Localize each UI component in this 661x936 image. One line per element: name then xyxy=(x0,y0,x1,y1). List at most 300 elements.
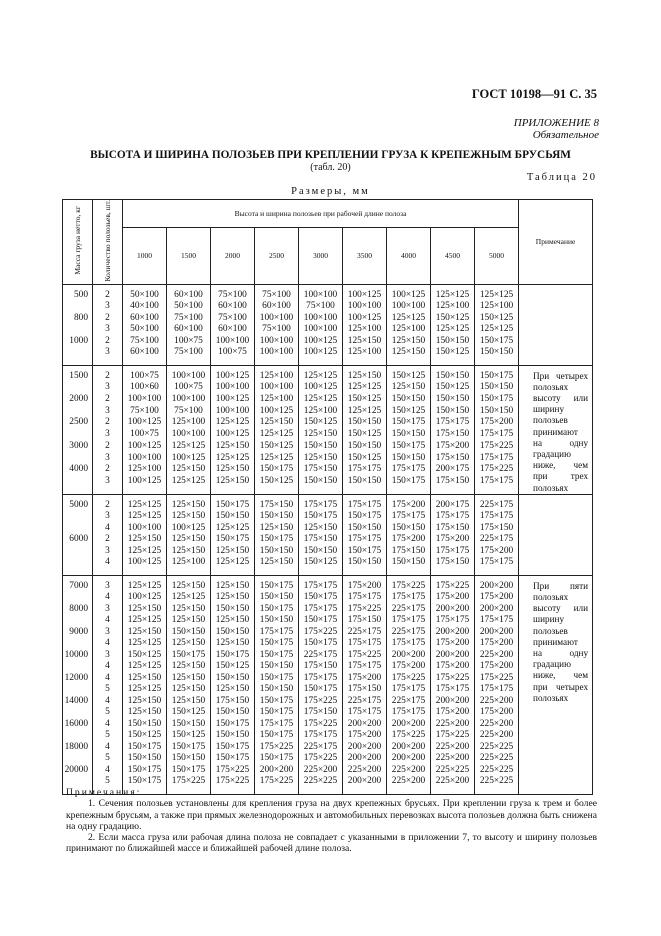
cell-dimension: 175×150 xyxy=(431,453,475,465)
cell-mass: 3000 xyxy=(63,441,93,453)
notes-title: Примечания: xyxy=(66,787,142,798)
cell-dimension: 175×150 xyxy=(431,429,475,441)
cell-dimension: 150×175 xyxy=(167,742,211,754)
cell-dimension: 200×200 xyxy=(431,627,475,639)
cell-dimension: 200×200 xyxy=(387,650,431,662)
cell-dimension: 175×175 xyxy=(343,638,387,650)
cell-dimension: 150×150 xyxy=(431,365,475,382)
cell-dimension: 225×200 xyxy=(431,742,475,754)
table-row xyxy=(63,604,593,616)
cell-dimension: 100×125 xyxy=(343,313,387,325)
cell-dimension: 200×200 xyxy=(431,650,475,662)
cell-dimension: 150×125 xyxy=(255,441,299,453)
cell-dimension: 150×150 xyxy=(343,557,387,575)
cell-dimension: 125×150 xyxy=(167,494,211,511)
cell-dimension: 150×175 xyxy=(475,394,519,406)
cell-dimension: 100×100 xyxy=(167,394,211,406)
cell-dimension: 150×150 xyxy=(255,661,299,673)
table-row xyxy=(63,429,593,441)
header-mass-text: Масса груза нетто, кг xyxy=(72,206,82,276)
cell-dimension: 175×175 xyxy=(343,661,387,673)
table-row xyxy=(63,313,593,325)
cell-dimension: 175×225 xyxy=(475,673,519,685)
cell-dimension: 150×175 xyxy=(387,476,431,494)
cell-dimension: 125×150 xyxy=(387,347,431,365)
cell-dimension: 100×75 xyxy=(123,429,167,441)
cell-dimension: 150×175 xyxy=(211,742,255,754)
cell-dimension: 100×100 xyxy=(255,347,299,365)
cell-mass: 2000 xyxy=(63,394,93,406)
cell-dimension: 175×150 xyxy=(387,546,431,558)
cell-dimension: 175×150 xyxy=(255,494,299,511)
cell-count: 3 xyxy=(93,476,123,494)
cell-dimension: 100×75 xyxy=(167,336,211,348)
cell-dimension: 150×150 xyxy=(167,627,211,639)
cell-dimension: 175×150 xyxy=(343,684,387,696)
cell-dimension: 150×150 xyxy=(211,604,255,616)
cell-dimension: 125×150 xyxy=(255,557,299,575)
cell-count: 4 xyxy=(93,765,123,777)
table-row xyxy=(63,661,593,673)
cell-dimension: 175×200 xyxy=(343,673,387,685)
cell-count: 4 xyxy=(93,557,123,575)
cell-dimension: 200×200 xyxy=(475,604,519,616)
cell-dimension: 150×175 xyxy=(387,417,431,429)
cell-dimension: 175×200 xyxy=(387,661,431,673)
table-row xyxy=(63,696,593,708)
cell-dimension: 175×200 xyxy=(475,707,519,719)
cell-dimension: 125×125 xyxy=(211,417,255,429)
cell-count: 2 xyxy=(93,464,123,476)
cell-count: 3 xyxy=(93,575,123,592)
cell-mass: 12000 xyxy=(63,673,93,685)
cell-dimension: 75×100 xyxy=(167,406,211,418)
cell-dimension: 125×150 xyxy=(123,673,167,685)
cell-dimension: 225×225 xyxy=(475,765,519,777)
cell-dimension: 100×60 xyxy=(123,382,167,394)
cell-dimension: 125×150 xyxy=(211,638,255,650)
cell-dimension: 100×125 xyxy=(167,523,211,535)
table-reference: (табл. 20) xyxy=(310,162,351,173)
cell-dimension: 225×200 xyxy=(387,776,431,794)
table-row xyxy=(63,494,593,511)
cell-dimension: 225×175 xyxy=(343,627,387,639)
cell-count: 3 xyxy=(93,650,123,662)
cell-dimension: 60×100 xyxy=(123,347,167,365)
cell-dimension: 175×175 xyxy=(299,730,343,742)
cell-dimension: 150×175 xyxy=(211,719,255,731)
cell-dimension: 175×225 xyxy=(475,441,519,453)
cell-mass: 9000 xyxy=(63,627,93,639)
cell-dimension: 75×100 xyxy=(211,284,255,301)
cell-dimension: 150×150 xyxy=(431,406,475,418)
table-row xyxy=(63,719,593,731)
appendix-number: ПРИЛОЖЕНИЕ 8 xyxy=(513,117,599,129)
cell-dimension: 125×150 xyxy=(123,604,167,616)
cell-dimension: 150×175 xyxy=(255,464,299,476)
cell-dimension: 200×200 xyxy=(431,696,475,708)
header-length-2500: 2500 xyxy=(255,227,299,284)
cell-dimension: 100×125 xyxy=(211,429,255,441)
cell-mass xyxy=(63,382,93,394)
cell-dimension: 200×200 xyxy=(387,719,431,731)
cell-dimension: 150×125 xyxy=(387,365,431,382)
cell-dimension: 175×200 xyxy=(431,534,475,546)
cell-dimension: 100×100 xyxy=(343,301,387,313)
cell-dimension: 150×125 xyxy=(123,730,167,742)
cell-dimension: 125×150 xyxy=(387,336,431,348)
cell-dimension: 175×225 xyxy=(255,742,299,754)
cell-dimension: 175×225 xyxy=(387,730,431,742)
cell-dimension: 125×150 xyxy=(167,684,211,696)
cell-dimension: 150×175 xyxy=(255,753,299,765)
cell-dimension: 100×100 xyxy=(255,382,299,394)
cell-dimension: 175×175 xyxy=(387,592,431,604)
cell-dimension: 150×175 xyxy=(255,604,299,616)
cell-dimension: 200×200 xyxy=(431,604,475,616)
cell-dimension: 125×100 xyxy=(343,347,387,365)
cell-dimension: 150×150 xyxy=(343,441,387,453)
cell-count: 2 xyxy=(93,365,123,382)
header-mass xyxy=(63,200,93,285)
cell-dimension: 150×175 xyxy=(255,638,299,650)
cell-dimension: 125×125 xyxy=(123,615,167,627)
table-row xyxy=(63,650,593,662)
cell-dimension: 75×100 xyxy=(255,284,299,301)
cell-dimension: 125×125 xyxy=(123,546,167,558)
cell-dimension: 150×150 xyxy=(255,684,299,696)
cell-dimension: 150×150 xyxy=(167,719,211,731)
cell-dimension: 100×125 xyxy=(211,394,255,406)
cell-dimension: 150×150 xyxy=(387,557,431,575)
cell-dimension: 125×100 xyxy=(255,365,299,382)
cell-dimension: 200×200 xyxy=(343,742,387,754)
table-row xyxy=(63,575,593,592)
cell-dimension: 150×175 xyxy=(343,511,387,523)
cell-mass xyxy=(63,324,93,336)
cell-dimension: 150×175 xyxy=(211,494,255,511)
cell-dimension: 100×125 xyxy=(255,406,299,418)
cell-dimension: 50×100 xyxy=(123,284,167,301)
cell-dimension: 175×175 xyxy=(475,511,519,523)
cell-dimension: 150×175 xyxy=(255,696,299,708)
cell-dimension: 175×175 xyxy=(431,615,475,627)
cell-mass: 20000 xyxy=(63,765,93,777)
cell-dimension: 100×100 xyxy=(299,324,343,336)
cell-dimension: 225×200 xyxy=(475,730,519,742)
cell-dimension: 150×175 xyxy=(255,730,299,742)
cell-mass: 500 xyxy=(63,284,93,301)
header-length-4000: 4000 xyxy=(387,227,431,284)
cell-dimension: 125×125 xyxy=(343,406,387,418)
header-length-4500: 4500 xyxy=(431,227,475,284)
cell-dimension: 100×100 xyxy=(123,523,167,535)
cell-dimension: 175×150 xyxy=(475,523,519,535)
cell-dimension: 175×200 xyxy=(431,592,475,604)
mandatory-label: Обязательное xyxy=(532,129,599,141)
table-label: Таблица 20 xyxy=(526,172,597,183)
cell-dimension: 150×150 xyxy=(299,476,343,494)
cell-note xyxy=(519,284,593,365)
table-row xyxy=(63,742,593,754)
cell-dimension: 125×150 xyxy=(255,523,299,535)
header-count xyxy=(93,200,123,285)
cell-dimension: 125×150 xyxy=(167,604,211,616)
cell-count: 2 xyxy=(93,494,123,511)
cell-dimension: 125×100 xyxy=(123,464,167,476)
table-row xyxy=(63,546,593,558)
cell-dimension: 175×150 xyxy=(299,707,343,719)
cell-dimension: 150×175 xyxy=(211,534,255,546)
cell-dimension: 40×100 xyxy=(123,301,167,313)
cell-dimension: 100×75 xyxy=(123,365,167,382)
cell-dimension: 200×200 xyxy=(475,575,519,592)
cell-dimension: 150×150 xyxy=(343,417,387,429)
cell-dimension: 150×150 xyxy=(255,546,299,558)
cell-dimension: 200×200 xyxy=(343,719,387,731)
cell-dimension: 100×125 xyxy=(299,382,343,394)
cell-dimension: 175×225 xyxy=(431,575,475,592)
cell-dimension: 150×125 xyxy=(299,557,343,575)
cell-dimension: 100×125 xyxy=(299,336,343,348)
cell-dimension: 125×150 xyxy=(167,661,211,673)
cell-mass xyxy=(63,429,93,441)
cell-dimension: 75×100 xyxy=(123,406,167,418)
cell-dimension: 125×150 xyxy=(167,615,211,627)
cell-dimension: 150×175 xyxy=(255,707,299,719)
cell-dimension: 175×225 xyxy=(299,753,343,765)
cell-dimension: 100×125 xyxy=(123,557,167,575)
cell-dimension: 75×100 xyxy=(255,324,299,336)
header-note: Примечание xyxy=(519,200,593,285)
cell-dimension: 150×125 xyxy=(167,730,211,742)
cell-dimension: 175×175 xyxy=(299,673,343,685)
cell-count: 3 xyxy=(93,347,123,365)
cell-dimension: 175×200 xyxy=(343,575,387,592)
cell-dimension: 175×175 xyxy=(475,615,519,627)
cell-dimension: 150×175 xyxy=(387,441,431,453)
cell-mass xyxy=(63,347,93,365)
header-length-3500: 3500 xyxy=(343,227,387,284)
cell-dimension: 125×125 xyxy=(255,453,299,465)
cell-dimension: 150×175 xyxy=(255,534,299,546)
cell-dimension: 150×125 xyxy=(123,650,167,662)
cell-count: 4 xyxy=(93,638,123,650)
cell-dimension: 225×200 xyxy=(299,765,343,777)
cell-count: 3 xyxy=(93,324,123,336)
cell-dimension: 225×225 xyxy=(299,776,343,794)
dimensions-table xyxy=(62,199,593,795)
cell-dimension: 75×100 xyxy=(167,347,211,365)
cell-dimension: 225×200 xyxy=(431,719,475,731)
cell-dimension: 100×125 xyxy=(343,284,387,301)
cell-dimension: 225×175 xyxy=(299,650,343,662)
cell-dimension: 225×225 xyxy=(475,753,519,765)
cell-dimension: 150×125 xyxy=(211,661,255,673)
cell-dimension: 175×175 xyxy=(343,494,387,511)
cell-dimension: 125×100 xyxy=(343,324,387,336)
cell-dimension: 225×175 xyxy=(475,494,519,511)
cell-dimension: 125×125 xyxy=(211,557,255,575)
cell-dimension: 125×150 xyxy=(211,684,255,696)
cell-mass: 7000 xyxy=(63,575,93,592)
cell-dimension: 100×100 xyxy=(255,313,299,325)
cell-dimension: 175×200 xyxy=(475,546,519,558)
cell-count: 4 xyxy=(93,615,123,627)
cell-dimension: 175×175 xyxy=(431,546,475,558)
table-row xyxy=(63,615,593,627)
cell-mass xyxy=(63,557,93,575)
cell-dimension: 150×150 xyxy=(211,730,255,742)
cell-dimension: 100×125 xyxy=(123,592,167,604)
cell-dimension: 175×200 xyxy=(475,592,519,604)
cell-dimension: 175×225 xyxy=(211,776,255,794)
cell-dimension: 150×175 xyxy=(167,650,211,662)
cell-dimension: 125×150 xyxy=(123,707,167,719)
cell-dimension: 225×175 xyxy=(387,627,431,639)
cell-mass: 1500 xyxy=(63,365,93,382)
cell-dimension: 175×175 xyxy=(475,453,519,465)
cell-dimension: 150×150 xyxy=(211,511,255,523)
cell-count: 3 xyxy=(93,604,123,616)
cell-dimension: 100×125 xyxy=(123,441,167,453)
cell-dimension: 125×125 xyxy=(123,638,167,650)
cell-dimension: 175×200 xyxy=(475,661,519,673)
cell-dimension: 125×125 xyxy=(211,523,255,535)
cell-mass xyxy=(63,661,93,673)
table-row xyxy=(63,476,593,494)
table-row xyxy=(63,336,593,348)
cell-dimension: 150×150 xyxy=(475,406,519,418)
cell-dimension: 125×150 xyxy=(167,464,211,476)
cell-dimension: 150×150 xyxy=(343,476,387,494)
cell-mass: 18000 xyxy=(63,742,93,754)
cell-dimension: 150×150 xyxy=(387,453,431,465)
cell-dimension: 175×175 xyxy=(299,494,343,511)
cell-dimension: 175×175 xyxy=(387,464,431,476)
cell-dimension: 150×150 xyxy=(475,347,519,365)
cell-dimension: 150×150 xyxy=(211,673,255,685)
cell-dimension: 150×175 xyxy=(475,365,519,382)
cell-dimension: 175×150 xyxy=(431,476,475,494)
cell-mass: 1000 xyxy=(63,336,93,348)
cell-dimension: 150×175 xyxy=(211,650,255,662)
table-row xyxy=(63,406,593,418)
cell-dimension: 125×125 xyxy=(343,382,387,394)
cell-dimension: 60×100 xyxy=(123,313,167,325)
appendix-label xyxy=(514,117,599,141)
cell-dimension: 125×100 xyxy=(431,301,475,313)
cell-dimension: 175×175 xyxy=(431,511,475,523)
cell-dimension: 200×175 xyxy=(431,494,475,511)
document-code: ГОСТ 10198—91 С. 35 xyxy=(471,87,597,101)
cell-dimension: 100×125 xyxy=(211,365,255,382)
cell-dimension: 125×100 xyxy=(387,324,431,336)
cell-dimension: 60×100 xyxy=(167,324,211,336)
cell-count: 2 xyxy=(93,284,123,301)
cell-dimension: 125×125 xyxy=(431,284,475,301)
cell-dimension: 75×100 xyxy=(123,336,167,348)
table-row xyxy=(63,627,593,639)
cell-mass xyxy=(63,453,93,465)
cell-dimension: 100×100 xyxy=(123,394,167,406)
cell-dimension: 175×225 xyxy=(343,650,387,662)
sizes-label: Размеры, мм xyxy=(291,186,370,197)
cell-dimension: 225×225 xyxy=(475,742,519,754)
table-row xyxy=(63,417,593,429)
cell-dimension: 125×150 xyxy=(167,638,211,650)
cell-dimension: 175×175 xyxy=(343,707,387,719)
header-length-1000: 1000 xyxy=(123,227,167,284)
cell-dimension: 150×175 xyxy=(255,575,299,592)
cell-dimension: 225×175 xyxy=(343,696,387,708)
cell-dimension: 150×125 xyxy=(167,707,211,719)
cell-count: 5 xyxy=(93,684,123,696)
cell-dimension: 125×125 xyxy=(123,575,167,592)
cell-dimension: 125×150 xyxy=(167,546,211,558)
cell-dimension: 225×200 xyxy=(387,765,431,777)
cell-mass xyxy=(63,523,93,535)
cell-dimension: 175×225 xyxy=(431,730,475,742)
cell-mass: 800 xyxy=(63,313,93,325)
header-length-5000: 5000 xyxy=(475,227,519,284)
cell-dimension: 150×150 xyxy=(343,523,387,535)
cell-dimension: 125×150 xyxy=(299,453,343,465)
cell-dimension: 125×125 xyxy=(123,661,167,673)
cell-dimension: 125×125 xyxy=(123,684,167,696)
cell-dimension: 150×150 xyxy=(167,753,211,765)
cell-count: 4 xyxy=(93,742,123,754)
cell-dimension: 150×175 xyxy=(299,638,343,650)
table-row xyxy=(63,324,593,336)
table-row xyxy=(63,730,593,742)
cell-mass xyxy=(63,592,93,604)
table-row xyxy=(63,382,593,394)
cell-dimension: 100×125 xyxy=(123,476,167,494)
table-row xyxy=(63,707,593,719)
cell-dimension: 150×150 xyxy=(255,511,299,523)
cell-dimension: 125×150 xyxy=(343,365,387,382)
cell-dimension: 175×225 xyxy=(387,673,431,685)
cell-dimension: 175×200 xyxy=(431,661,475,673)
cell-dimension: 100×125 xyxy=(387,284,431,301)
header-dimensions-group: Высота и ширина полозьев при рабочей длине полоза xyxy=(123,200,519,228)
cell-dimension: 175×200 xyxy=(387,494,431,511)
table-row xyxy=(63,592,593,604)
cell-mass: 2500 xyxy=(63,417,93,429)
cell-dimension: 150×150 xyxy=(255,615,299,627)
table-row xyxy=(63,441,593,453)
cell-dimension: 100×100 xyxy=(211,382,255,394)
cell-mass xyxy=(63,730,93,742)
header-length-1500: 1500 xyxy=(167,227,211,284)
cell-dimension: 150×175 xyxy=(211,753,255,765)
cell-count: 4 xyxy=(93,592,123,604)
cell-dimension: 225×200 xyxy=(343,765,387,777)
cell-dimension: 150×150 xyxy=(475,382,519,394)
cell-dimension: 100×125 xyxy=(299,347,343,365)
cell-dimension: 175×150 xyxy=(343,615,387,627)
cell-dimension: 150×150 xyxy=(299,546,343,558)
cell-dimension: 225×225 xyxy=(475,776,519,794)
cell-mass xyxy=(63,684,93,696)
cell-dimension: 175×175 xyxy=(255,627,299,639)
cell-count: 2 xyxy=(93,441,123,453)
cell-dimension: 50×100 xyxy=(167,301,211,313)
cell-dimension: 225×200 xyxy=(475,650,519,662)
table-row xyxy=(63,284,593,301)
cell-count: 3 xyxy=(93,627,123,639)
